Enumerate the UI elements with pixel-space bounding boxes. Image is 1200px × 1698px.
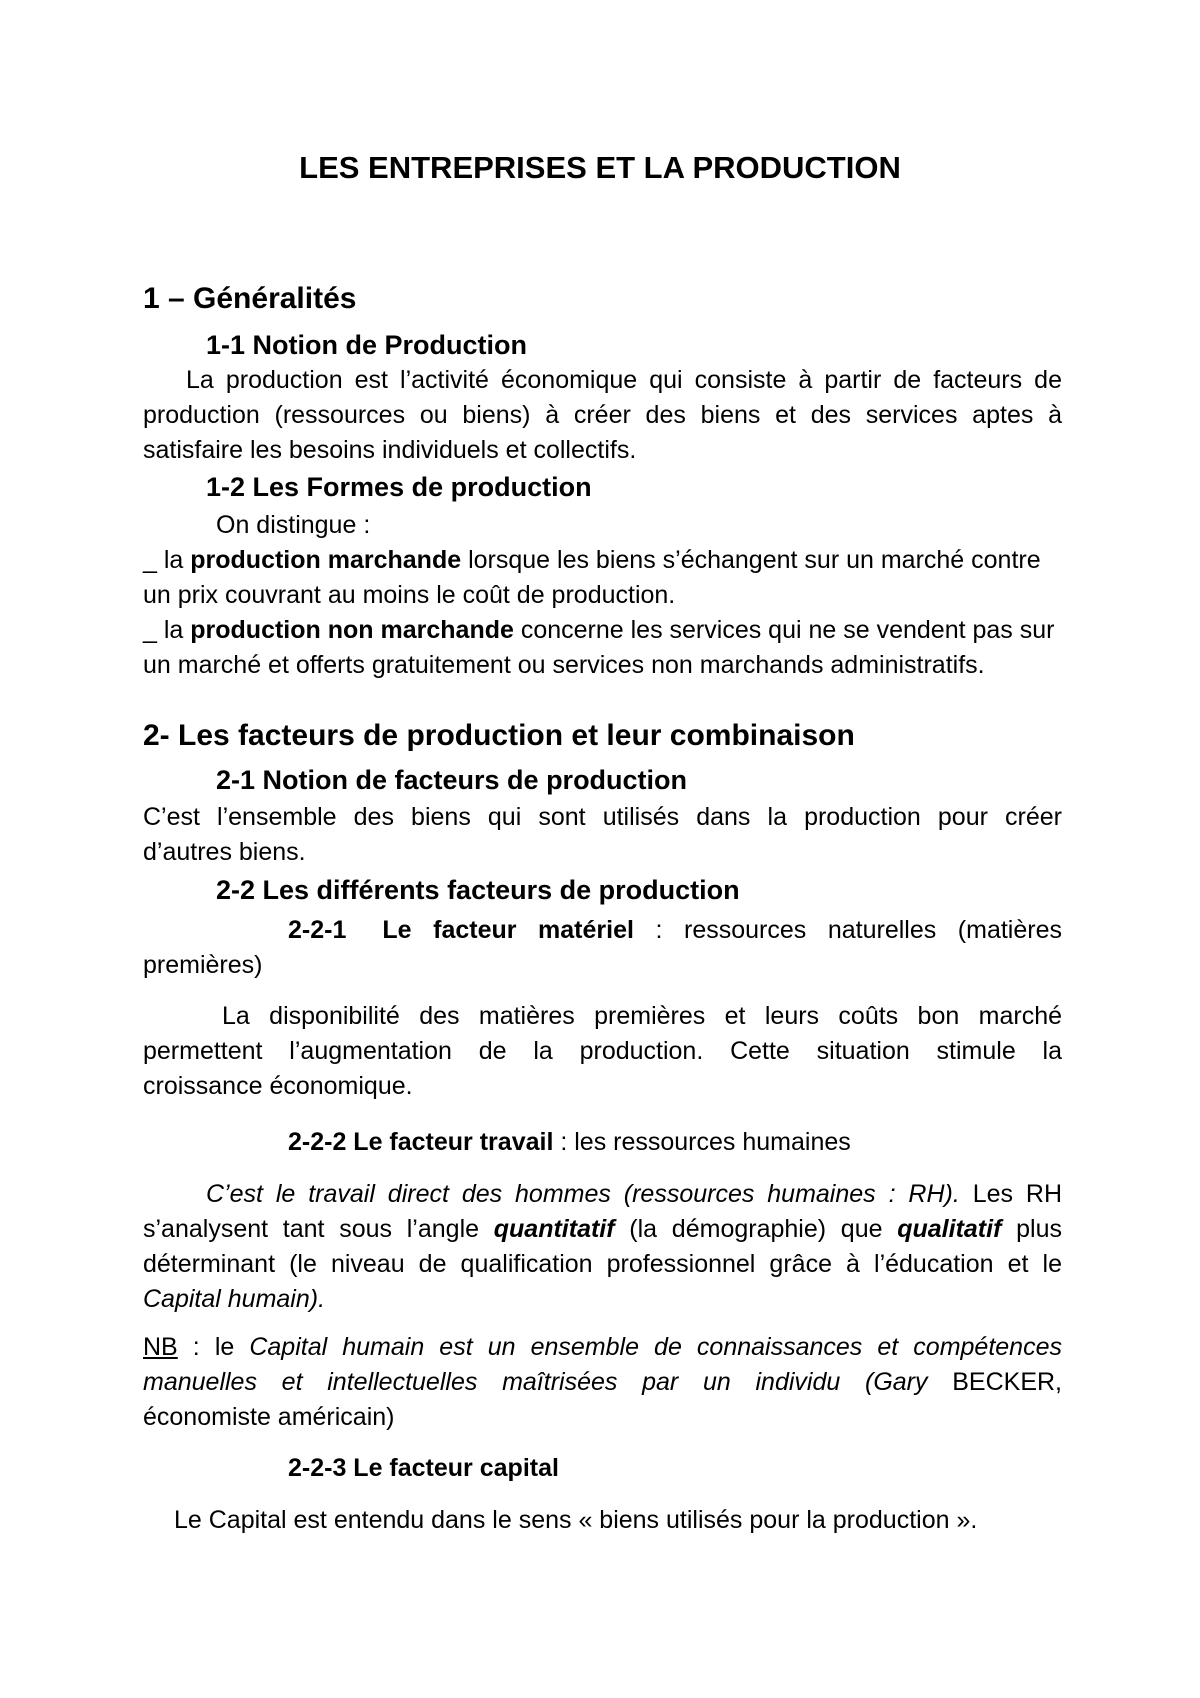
term-quantitatif: quantitatif xyxy=(493,1215,615,1243)
subsection-2-2-1-number: 2-2-1 xyxy=(288,916,347,944)
paragraph-line: s’analysent tant sous l’angle quantitatif (la démographie) que qualitatif plus xyxy=(143,1215,1062,1243)
subsection-2-2-2-title: 2-2-2 Le facteur travail xyxy=(288,1128,554,1156)
subsection-2-2-1-line: 2-2-1 Le facteur matériel : ressources naturelles (matières xyxy=(288,916,1062,944)
section-2-1-heading: 2-1 Notion de facteurs de production xyxy=(216,765,688,795)
paragraph-line: On distingue : xyxy=(216,511,371,539)
subsection-2-2-1-title: Le facteur matériel xyxy=(382,916,634,944)
list-item-line: _ la production non marchande concerne les services qui ne se vendent pas sur xyxy=(143,616,1055,644)
subsection-2-2-3-title: 2-2-3 Le facteur capital xyxy=(288,1454,559,1482)
section-1-1-heading: 1-1 Notion de Production xyxy=(206,330,527,360)
paragraph-line: C’est le travail direct des hommes (ressources humaines : RH). Les RH xyxy=(206,1180,1063,1208)
nb-label: NB xyxy=(143,1333,178,1361)
page-title: LES ENTREPRISES ET LA PRODUCTION xyxy=(299,150,901,185)
term-production-non-marchande: production non marchande xyxy=(190,616,514,644)
subsection-2-2-2-line: 2-2-2 Le facteur travail : les ressources humaines xyxy=(288,1128,851,1156)
paragraph-line: La production est l’activité économique qui consiste à partir de facteurs de xyxy=(186,366,1062,394)
section-1-heading: 1 – Généralités xyxy=(143,282,357,315)
note-line: économiste américain) xyxy=(143,1403,395,1431)
paragraph-line: satisfaire les besoins individuels et collectifs. xyxy=(143,436,637,464)
note-line: manuelles et intellectuelles maîtrisées par un individu (Gary BECKER, xyxy=(143,1368,1062,1396)
paragraph-line: croissance économique. xyxy=(143,1072,413,1100)
paragraph-line: d’autres biens. xyxy=(143,838,306,866)
list-item-line: un prix couvrant au moins le coût de production. xyxy=(143,581,676,609)
section-2-2-heading: 2-2 Les différents facteurs de production xyxy=(216,875,740,905)
paragraph-line: C’est l’ensemble des biens qui sont utilisés dans la production pour créer xyxy=(143,803,1062,831)
list-item-line: _ la production marchande lorsque les biens s’échangent sur un marché contre xyxy=(143,546,1041,574)
paragraph-line: production (ressources ou biens) à créer des biens et des services aptes à xyxy=(143,401,1062,429)
paragraph-line: premières) xyxy=(143,951,263,979)
section-1-2-heading: 1-2 Les Formes de production xyxy=(206,472,592,502)
term-production-marchande: production marchande xyxy=(190,546,462,574)
term-qualitatif: qualitatif xyxy=(897,1215,1002,1243)
paragraph-line: déterminant (le niveau de qualification professionnel grâce à l’éducation et le xyxy=(143,1250,1062,1278)
section-2-heading: 2- Les facteurs de production et leur combinaison xyxy=(143,719,855,752)
note-line: NB : le Capital humain est un ensemble de connaissances et compétences xyxy=(143,1333,1062,1361)
paragraph-line: Le Capital est entendu dans le sens « biens utilisés pour la production ». xyxy=(174,1506,978,1534)
paragraph-line: permettent l’augmentation de la production. Cette situation stimule la xyxy=(143,1037,1062,1065)
paragraph-line: La disponibilité des matières premières et leurs coûts bon marché xyxy=(222,1002,1062,1030)
list-item-line: un marché et offerts gratuitement ou services non marchands administratifs. xyxy=(143,651,985,679)
paragraph-line: Capital humain). xyxy=(143,1285,326,1313)
